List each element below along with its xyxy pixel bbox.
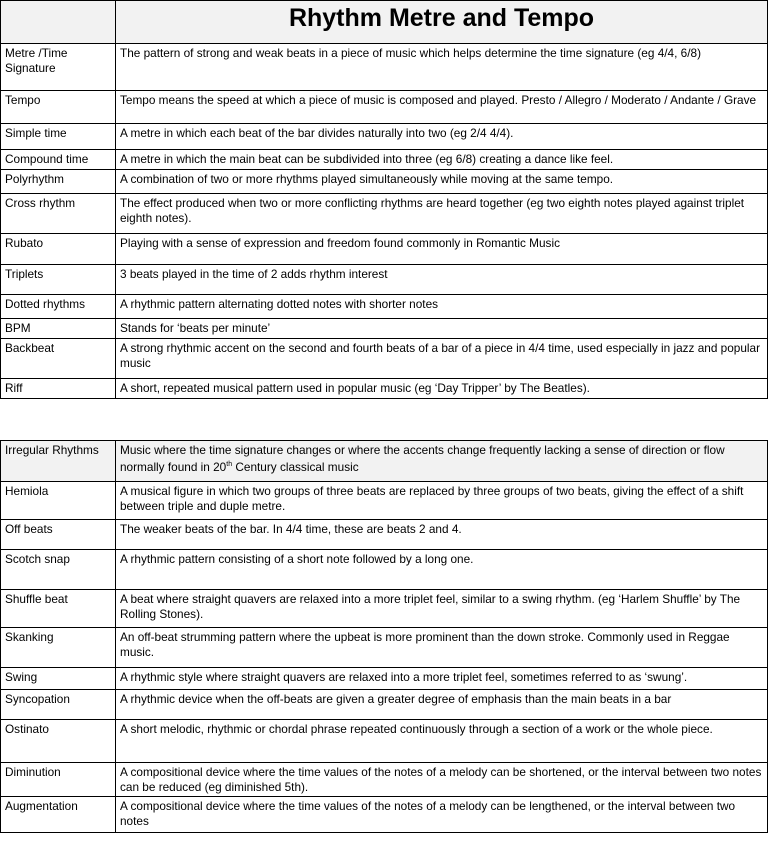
- glossary-table-1: [0, 0, 768, 399]
- table-row: [1, 520, 768, 550]
- definition-cell: Stands for ‘beats per minute’: [116, 319, 768, 339]
- definition-cell: A rhythmic pattern alternating dotted notes with shorter notes: [116, 295, 768, 319]
- glossary-table-2: [0, 440, 768, 833]
- definition-cell: A short melodic, rhythmic or chordal phrase repeated continuously through a section of a work or the whole piece.: [116, 720, 768, 763]
- table-row: [1, 590, 768, 628]
- term-cell: Diminution: [1, 763, 116, 797]
- definition-cell: A combination of two or more rhythms played simultaneously while moving at the same tempo.: [116, 170, 768, 194]
- table-row: [1, 124, 768, 150]
- title-row: [1, 1, 768, 44]
- table-row: [1, 690, 768, 720]
- term-cell: Triplets: [1, 265, 116, 295]
- definition-cell: 3 beats played in the time of 2 adds rhythm interest: [116, 265, 768, 295]
- table-row: [1, 265, 768, 295]
- definition-cell: A rhythmic pattern consisting of a short note followed by a long one.: [116, 550, 768, 590]
- table-row: [1, 150, 768, 170]
- term-cell: Skanking: [1, 628, 116, 668]
- definition-cell: Playing with a sense of expression and freedom found commonly in Romantic Music: [116, 234, 768, 265]
- term-cell: Tempo: [1, 91, 116, 124]
- table-row: [1, 295, 768, 319]
- definition-cell: A strong rhythmic accent on the second and fourth beats of a bar of a piece in 4/4 time, used especially in jazz and popular music: [116, 339, 768, 379]
- table-row: [1, 194, 768, 234]
- title-corner-cell: [1, 1, 116, 44]
- table-row: [1, 668, 768, 690]
- term-cell: Polyrhythm: [1, 170, 116, 194]
- definition-cell: A musical figure in which two groups of three beats are replaced by three groups of two beats, giving the effect of a shift between triple and duple metre.: [116, 482, 768, 520]
- term-cell: Metre /Time Signature: [1, 44, 116, 91]
- table-row: [1, 170, 768, 194]
- definition-cell: The pattern of strong and weak beats in a piece of music which helps determine the time signature (eg 4/4, 6/8): [116, 44, 768, 91]
- definition-cell: A compositional device where the time values of the notes of a melody can be shortened, or the interval between two notes can be reduced (eg diminished 5th).: [116, 763, 768, 797]
- table-row: [1, 482, 768, 520]
- term-cell: Off beats: [1, 520, 116, 550]
- table-row: [1, 797, 768, 833]
- page-title: Rhythm Metre and Tempo: [116, 1, 768, 44]
- table-row: [1, 44, 768, 91]
- term-cell: Dotted rhythms: [1, 295, 116, 319]
- definition-cell: A short, repeated musical pattern used in popular music (eg ‘Day Tripper’ by The Beatles).: [116, 379, 768, 399]
- table-row: [1, 763, 768, 797]
- definition-cell: The weaker beats of the bar. In 4/4 time, these are beats 2 and 4.: [116, 520, 768, 550]
- term-cell: Syncopation: [1, 690, 116, 720]
- term-cell: Cross rhythm: [1, 194, 116, 234]
- term-cell: Augmentation: [1, 797, 116, 833]
- definition-cell: The effect produced when two or more conflicting rhythms are heard together (eg two eighth notes played against triplet eighth notes).: [116, 194, 768, 234]
- definition-cell: A metre in which each beat of the bar divides naturally into two (eg 2/4 4/4).: [116, 124, 768, 150]
- definition-cell: Tempo means the speed at which a piece of music is composed and played. Presto / Allegro / Moderato / Andante / Grave: [116, 91, 768, 124]
- table-row: [1, 234, 768, 265]
- term-cell: Shuffle beat: [1, 590, 116, 628]
- definition-cell: A beat where straight quavers are relaxed into a more triplet feel, similar to a swing rhythm. (eg ‘Harlem Shuffle’ by The Rolling Stones).: [116, 590, 768, 628]
- term-cell: Swing: [1, 668, 116, 690]
- table-row: [1, 441, 768, 482]
- term-cell: Rubato: [1, 234, 116, 265]
- term-cell: Ostinato: [1, 720, 116, 763]
- table-row: [1, 339, 768, 379]
- definition-cell: A rhythmic device when the off-beats are given a greater degree of emphasis than the main beats in a bar: [116, 690, 768, 720]
- definition-cell: A rhythmic style where straight quavers are relaxed into a more triplet feel, sometimes referred to as ‘swung’.: [116, 668, 768, 690]
- table-row: [1, 91, 768, 124]
- term-cell: Irregular Rhythms: [1, 441, 116, 482]
- term-cell: Scotch snap: [1, 550, 116, 590]
- definition-cell: A compositional device where the time values of the notes of a melody can be lengthened, or the interval between two notes: [116, 797, 768, 833]
- term-cell: Riff: [1, 379, 116, 399]
- term-cell: Compound time: [1, 150, 116, 170]
- table-row: [1, 379, 768, 399]
- definition-cell: Music where the time signature changes or where the accents change frequently lacking a sense of direction or flow normally found in 20th Century classical music: [116, 441, 768, 482]
- term-cell: BPM: [1, 319, 116, 339]
- table-row: [1, 319, 768, 339]
- term-cell: Hemiola: [1, 482, 116, 520]
- definition-cell: An off-beat strumming pattern where the upbeat is more prominent than the down stroke. Commonly used in Reggae music.: [116, 628, 768, 668]
- table-row: [1, 550, 768, 590]
- table-row: [1, 628, 768, 668]
- term-cell: Simple time: [1, 124, 116, 150]
- table-row: [1, 720, 768, 763]
- term-cell: Backbeat: [1, 339, 116, 379]
- definition-cell: A metre in which the main beat can be subdivided into three (eg 6/8) creating a dance like feel.: [116, 150, 768, 170]
